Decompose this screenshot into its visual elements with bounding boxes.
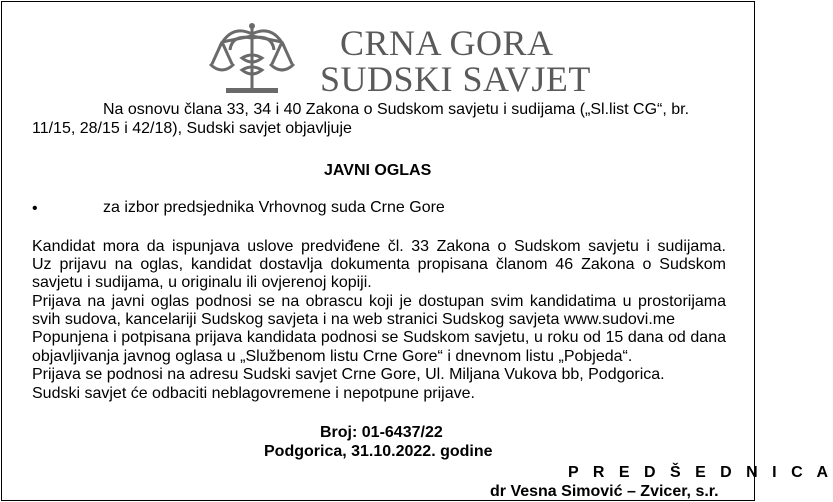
intro-line-1: Na osnovu člana 33, 34 i 40 Zakona o Sudskom savjetu i sudijama („Sl.list CG“, br. — [103, 101, 690, 118]
body-line: objavljivanja javnog oglasa u „Službenom listu Crne Gore“ i dnevnom listu „Pobjeda“. — [32, 348, 633, 365]
body-line: Kandidat mora da ispunjava uslove predviđene čl. 33 Zakona o Sudskom savjetu i sudijama. — [32, 238, 726, 255]
bullet-marker: • — [32, 200, 38, 217]
body-line: Prijava na javni oglas podnosi se na obrascu koji je dostupan svim kandidatima u prostorijama — [32, 293, 726, 310]
org-name-line2: SUDSKI SAVJET — [320, 59, 591, 99]
body-line: Popunjena i potpisana prijava kandidata podnosi se Sudskom savjetu, u roku od 15 dana od dana — [32, 329, 726, 346]
announcement-title: JAVNI OGLAS — [324, 162, 432, 179]
reference-number: Broj: 01-6437/22 — [320, 424, 443, 441]
org-name-line1: CRNA GORA — [340, 23, 554, 63]
body-line: Prijava se podnosi na adresu Sudski savjet Crne Gore, Ul. Miljana Vukova bb, Podgorica. — [32, 366, 665, 383]
intro-line-2: 11/15, 28/15 i 42/18), Sudski savjet objavljuje — [32, 120, 352, 137]
place-date: Podgorica, 31.10.2022. godine — [264, 443, 493, 460]
body-line: Sudski savjet će odbaciti neblagovremene i nepotpune prijave. — [32, 385, 475, 402]
body-line: svih sudova, kancelariji Sudskog savjeta i na web stranici Sudskog savjeta www.sudovi.me — [32, 311, 675, 328]
announcement-frame — [1, 1, 833, 501]
signatory-role: P R E D Š E D N I C A — [568, 464, 833, 481]
signatory-name: dr Vesna Simović – Zvicer, s.r. — [490, 483, 719, 500]
body-line: savjetu i sudijama, u originalu ili ovjerenoj kopiji. — [32, 274, 372, 291]
scales-of-justice-icon — [202, 16, 302, 96]
bullet-text: za izbor predsjednika Vrhovnog suda Crne Gore — [103, 199, 445, 216]
body-line: Uz prijavu na oglas, kandidat dostavlja dokumenta propisana članom 46 Zakona o Sudskom — [32, 256, 726, 273]
